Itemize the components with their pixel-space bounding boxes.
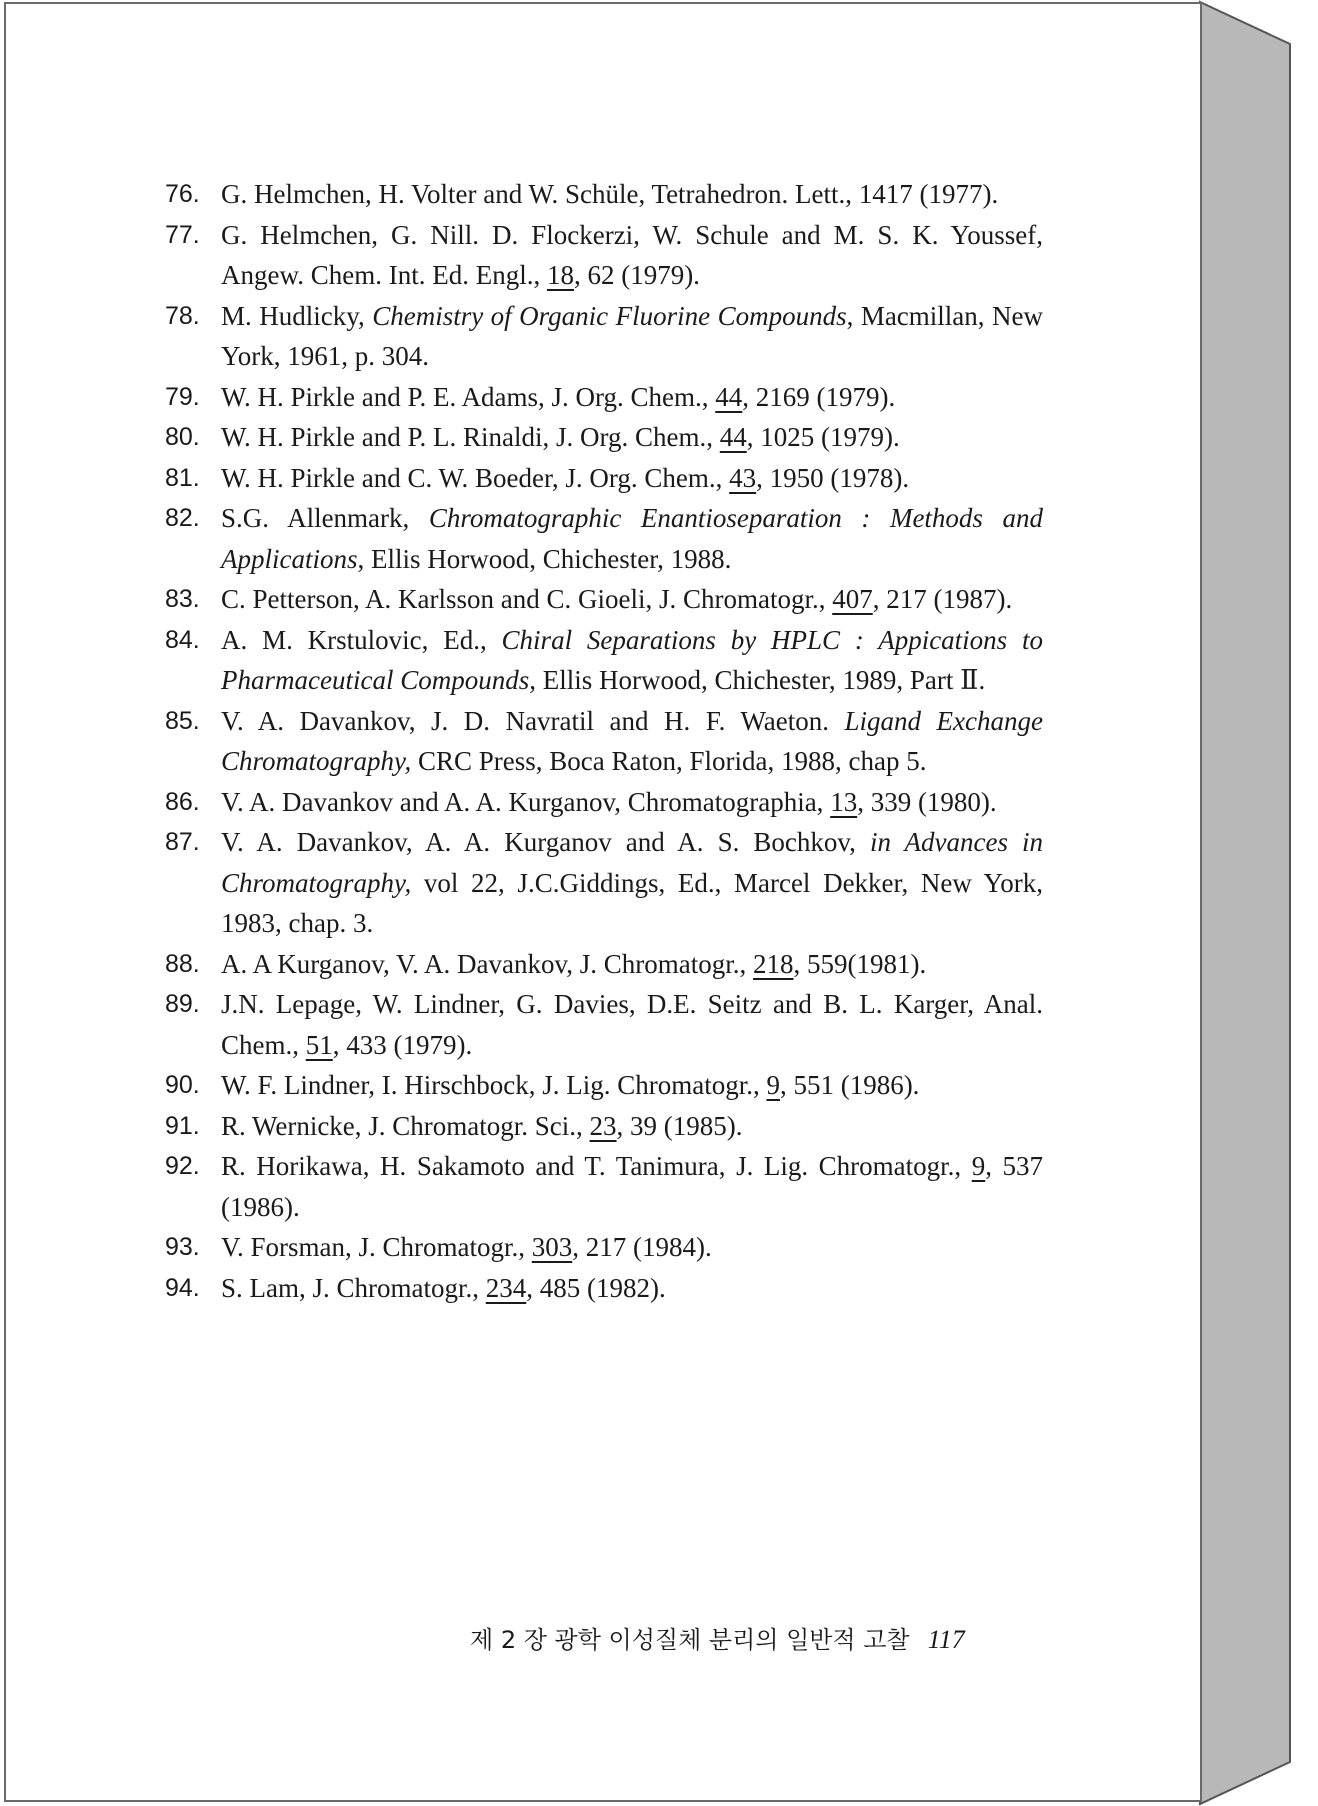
reference-number: 82. xyxy=(165,504,200,532)
reference-text: V. Forsman, J. Chromatogr., xyxy=(221,1232,532,1262)
reference-number: 83. xyxy=(165,585,200,613)
reference-text-tail: Ellis Horwood, Chichester, 1989, Part Ⅱ. xyxy=(535,665,986,695)
reference-text-tail: , 433 (1979). xyxy=(332,1029,473,1060)
book-title: in Advances in Chromatography, xyxy=(221,827,1043,898)
reference-text-tail: , Ellis Horwood, Chichester, 1988. xyxy=(357,543,732,574)
reference-item xyxy=(165,1065,1043,1106)
reference-number: 80. xyxy=(165,423,200,451)
page-number: 117 xyxy=(927,1625,965,1654)
reference-text: G. Helmchen, G. Nill. D. Flockerzi, W. Schule and M. S. K. Youssef, Angew. Chem. Int. Ed. Engl., xyxy=(221,219,1043,290)
volume-number: 43 xyxy=(729,462,757,493)
reference-list xyxy=(165,174,1043,1308)
reference-item xyxy=(165,1106,1043,1147)
page-footer xyxy=(470,1620,1030,1655)
reference-item xyxy=(165,1146,1043,1227)
reference-text-tail: , Macmillan, New York, 1961, p. 304. xyxy=(221,300,1043,371)
volume-number: 218 xyxy=(753,948,794,979)
reference-text-tail: , 2169 (1979). xyxy=(742,381,896,412)
volume-number: 9 xyxy=(971,1151,986,1181)
reference-item xyxy=(165,1227,1043,1268)
reference-number: 88. xyxy=(165,949,200,978)
reference-text: S.G. Allenmark, xyxy=(221,503,429,533)
reference-text: V. A. Davankov and A. A. Kurganov, Chromatographia, xyxy=(221,786,831,817)
reference-number: 81. xyxy=(165,463,200,492)
running-title: 제 2 장 광학 이성질체 분리의 일반적 고찰 xyxy=(470,1626,910,1654)
volume-number: 407 xyxy=(832,584,873,614)
reference-number: 91. xyxy=(165,1111,200,1140)
reference-text: R. Wernicke, J. Chromatogr. Sci., xyxy=(221,1110,590,1141)
reference-text-tail: , 485 (1982). xyxy=(526,1272,666,1303)
volume-number: 51 xyxy=(305,1029,333,1060)
volume-number: 44 xyxy=(715,381,743,412)
reference-item xyxy=(165,215,1043,296)
reference-text-tail: , 537 (1986). xyxy=(221,1151,1043,1222)
reference-number: 78. xyxy=(165,301,200,330)
reference-text: M. Hudlicky, xyxy=(221,300,373,331)
volume-number: 13 xyxy=(830,786,858,817)
reference-text: W. H. Pirkle and P. L. Rinaldi, J. Org. Chem., xyxy=(221,422,720,452)
reference-text: W. F. Lindner, I. Hirschbock, J. Lig. Chromatogr., xyxy=(221,1070,767,1100)
reference-text: G. Helmchen, H. Volter and W. Schüle, Tetrahedron. Lett., 1417 (1977). xyxy=(221,179,999,209)
reference-text: V. A. Davankov, J. D. Navratil and H. F. Waeton. xyxy=(221,705,845,736)
volume-number: 18 xyxy=(546,260,574,290)
reference-text-tail: , 559(1981). xyxy=(793,948,927,979)
reference-text-tail: , 39 (1985). xyxy=(616,1110,743,1141)
reference-item xyxy=(165,579,1043,620)
reference-item xyxy=(165,984,1043,1065)
reference-item xyxy=(165,620,1043,701)
reference-item xyxy=(165,701,1043,782)
reference-text: W. H. Pirkle and C. W. Boeder, J. Org. Chem., xyxy=(221,462,730,493)
reference-item xyxy=(165,174,1043,215)
reference-number: 76. xyxy=(165,180,200,208)
volume-number: 303 xyxy=(531,1232,573,1262)
volume-number: 234 xyxy=(485,1272,527,1303)
reference-text-tail: , 1950 (1978). xyxy=(756,462,910,493)
reference-text: R. Horikawa, H. Sakamoto and T. Tanimura, J. Lig. Chromatogr., xyxy=(221,1151,972,1181)
reference-item xyxy=(165,296,1043,377)
reference-text: J.N. Lepage, W. Lindner, G. Davies, D.E. Seitz and B. L. Karger, Anal. Chem., xyxy=(221,989,1043,1060)
reference-text: S. Lam, J. Chromatogr., xyxy=(221,1272,486,1303)
reference-text-tail: vol 22, J.C.Giddings, Ed., Marcel Dekker, New York, 1983, chap. 3. xyxy=(221,867,1043,938)
reference-text-tail: , 1025 (1979). xyxy=(746,422,900,452)
reference-text: A. A Kurganov, V. A. Davankov, J. Chromatogr., xyxy=(221,948,753,979)
reference-text-tail: , 217 (1987). xyxy=(872,584,1013,614)
reference-text: C. Petterson, A. Karlsson and C. Gioeli, J. Chromatogr., xyxy=(221,584,833,614)
reference-item xyxy=(165,1268,1043,1309)
reference-number: 92. xyxy=(165,1152,200,1180)
reference-number: 94. xyxy=(165,1273,200,1302)
reference-number: 90. xyxy=(165,1071,200,1099)
book-title: Chemistry of Organic Fluorine Compounds xyxy=(372,300,847,331)
reference-number: 86. xyxy=(165,787,200,816)
reference-item xyxy=(165,498,1043,579)
reference-number: 79. xyxy=(165,382,200,411)
reference-text-tail: CRC Press, Boca Raton, Florida, 1988, chap 5. xyxy=(411,746,927,776)
reference-item xyxy=(165,822,1043,944)
volume-number: 44 xyxy=(719,422,747,452)
reference-text-tail: , 217 (1984). xyxy=(572,1232,712,1262)
reference-text-tail: , 339 (1980). xyxy=(857,786,997,817)
reference-item xyxy=(165,782,1043,823)
book-title: Ligand Exchange Chromatography, xyxy=(221,705,1043,776)
reference-item xyxy=(165,458,1043,499)
reference-text-tail: , 62 (1979). xyxy=(573,260,700,290)
reference-number: 87. xyxy=(165,828,200,856)
volume-number: 23 xyxy=(589,1110,617,1141)
reference-number: 85. xyxy=(165,706,200,735)
book-title: Chiral Separations by HPLC : Appications to Pharmaceutical Compounds, xyxy=(221,624,1044,695)
reference-number: 84. xyxy=(165,625,200,654)
book-title: Chromatographic Enantioseparation : Methods and Applications xyxy=(221,503,1043,574)
reference-text: V. A. Davankov, A. A. Kurganov and A. S. Bochkov, xyxy=(221,827,870,857)
reference-item xyxy=(165,944,1043,985)
reference-text: W. H. Pirkle and P. E. Adams, J. Org. Chem., xyxy=(221,381,716,412)
reference-item xyxy=(165,417,1043,458)
reference-number: 77. xyxy=(165,220,200,249)
reference-text: A. M. Krstulovic, Ed., xyxy=(221,624,502,655)
reference-text-tail: , 551 (1986). xyxy=(779,1070,920,1100)
reference-item xyxy=(165,377,1043,418)
reference-number: 89. xyxy=(165,990,200,1018)
reference-number: 93. xyxy=(165,1233,200,1261)
volume-number: 9 xyxy=(766,1070,780,1100)
